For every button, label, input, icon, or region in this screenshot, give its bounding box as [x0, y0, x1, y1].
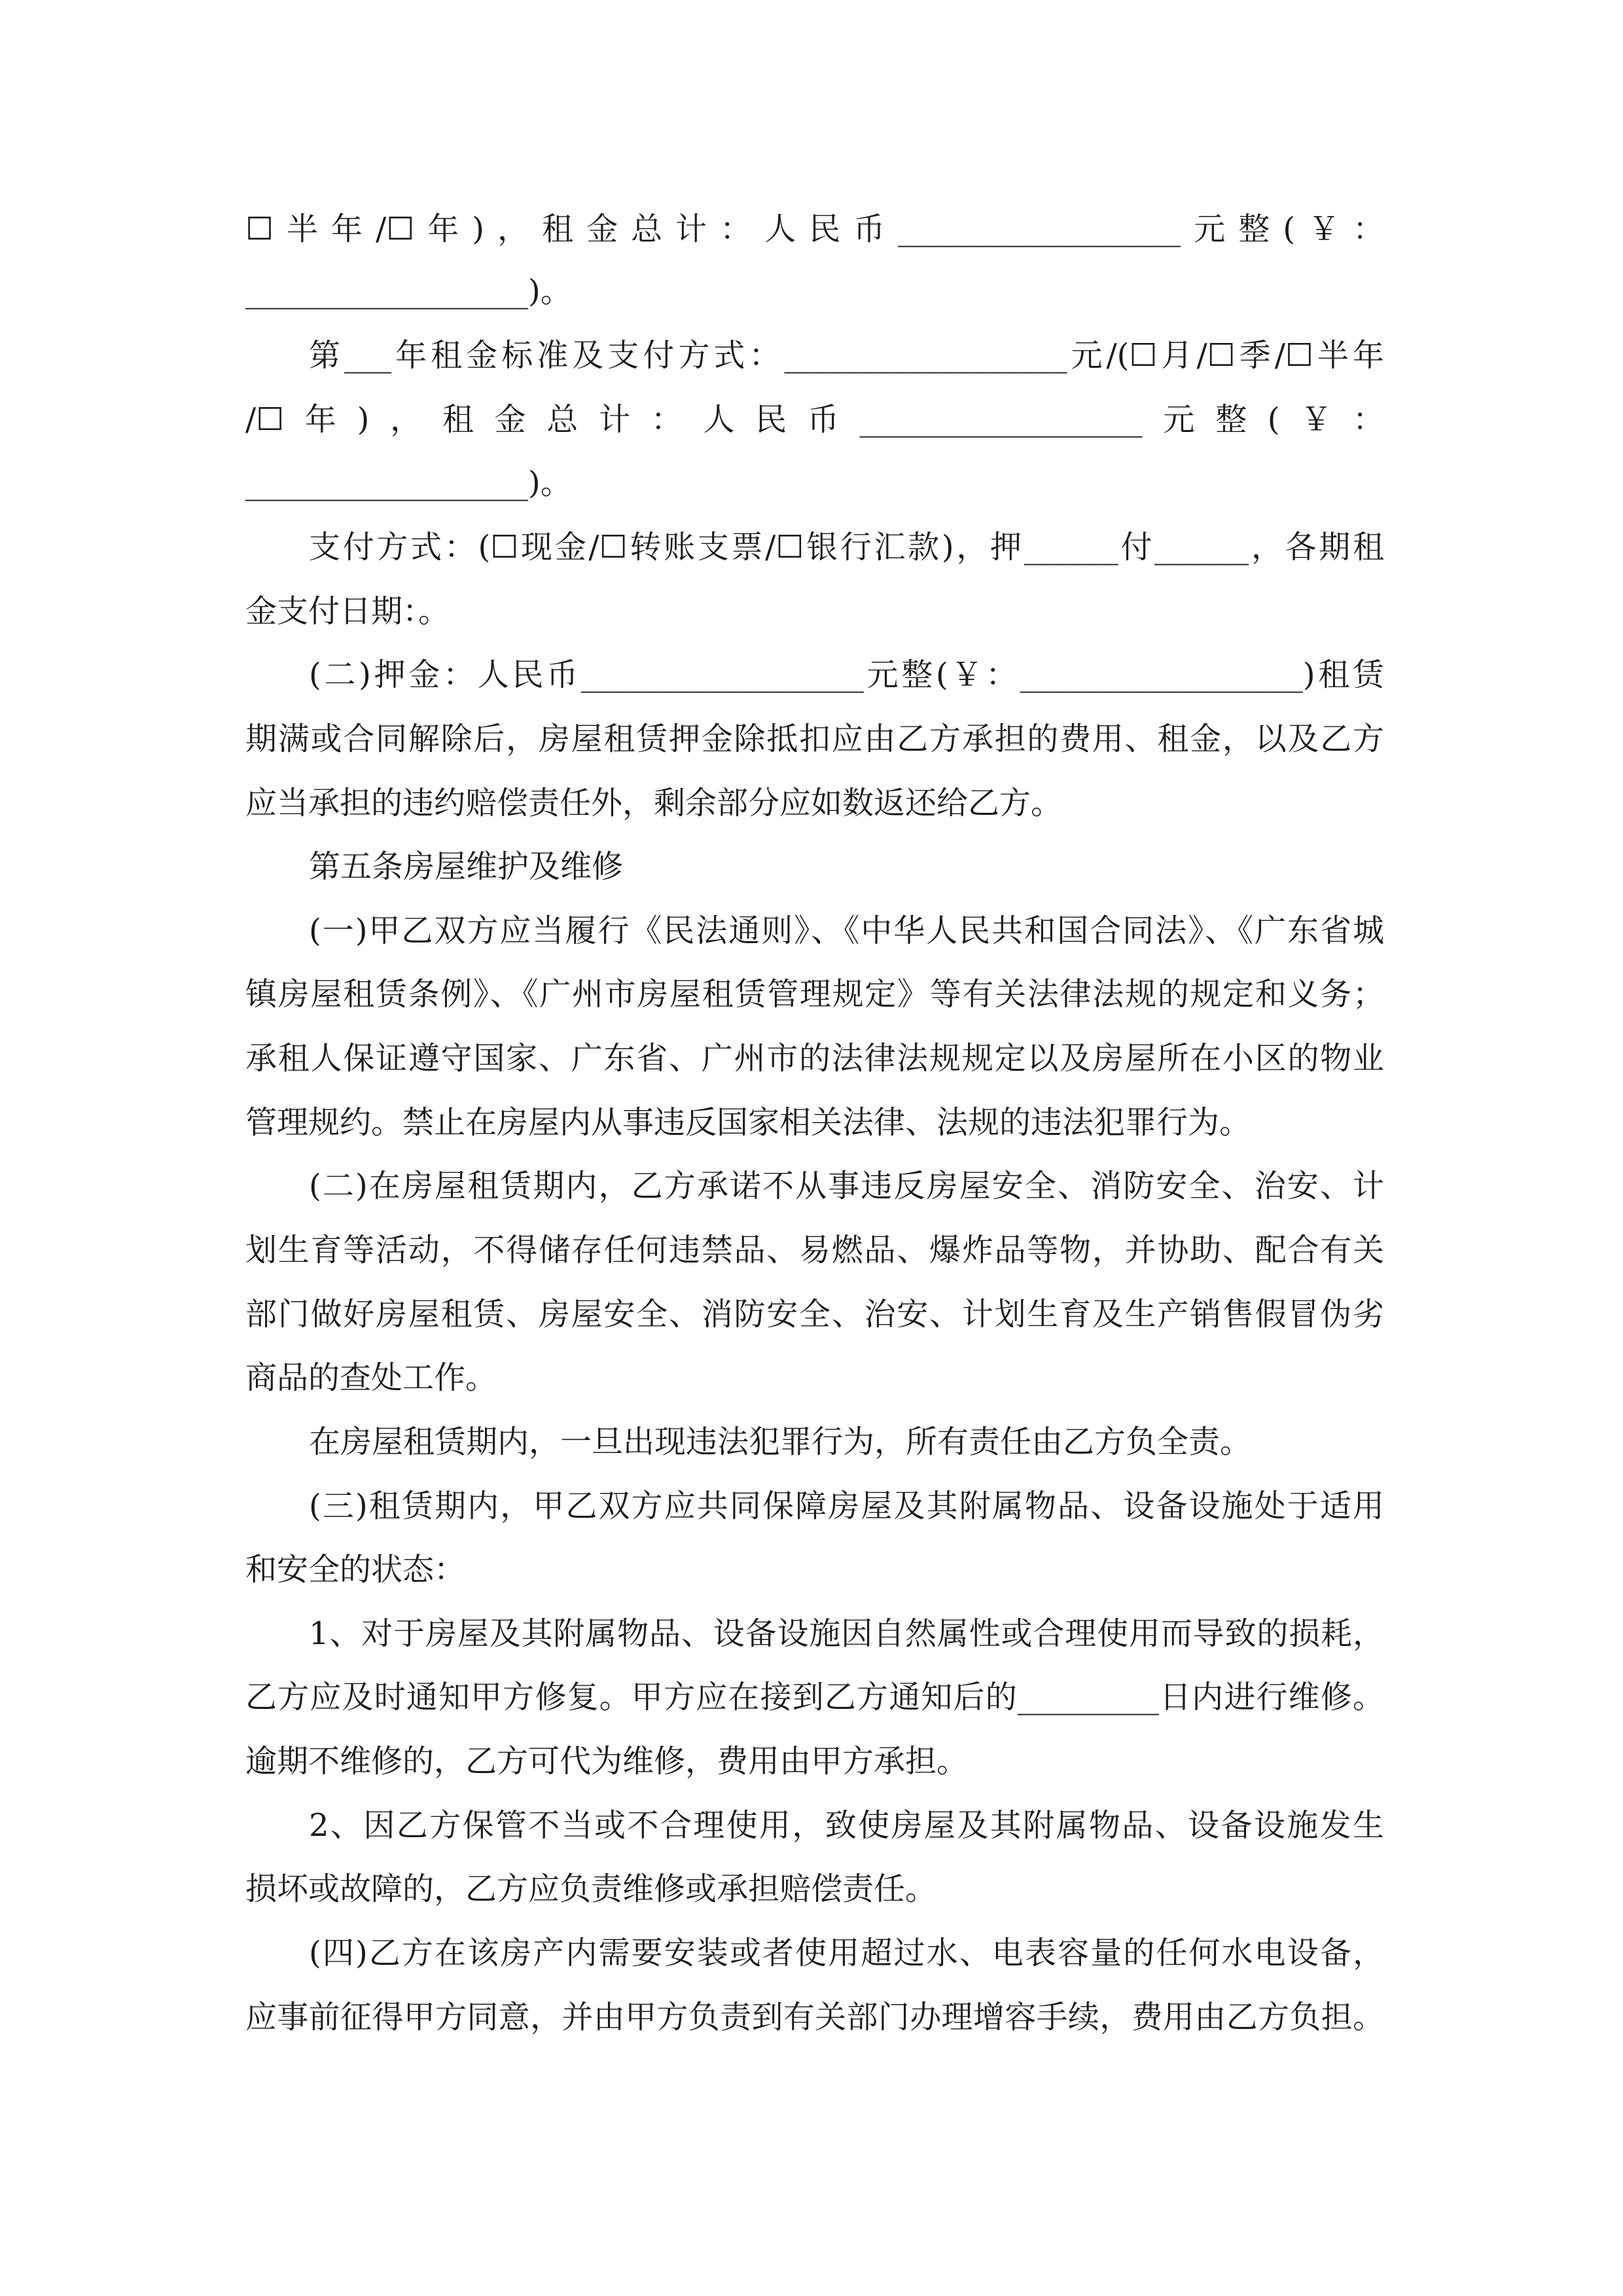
text-line: 第___年租金标准及支付方式：__________________元/(☐月/☐季/☐半年 — [309, 337, 1384, 374]
text-line: 在房屋租赁期内，一旦出现违法犯罪行为，所有责任由乙方负全责。 — [309, 1424, 1252, 1460]
text-line: 部门做好房屋租赁、房屋安全、消防安全、治安、计划生育及生产销售假冒伪劣 — [245, 1296, 1384, 1333]
text-line: 应当承担的违约赔偿责任外，剩余部分应如数返还给乙方。 — [245, 785, 1063, 821]
text-line: 金支付日期：。 — [245, 593, 450, 630]
text-line: __________________)。 — [245, 273, 572, 310]
text-line: 逾期不维修的，乙方可代为维修，费用由甲方承担。 — [245, 1743, 969, 1780]
text-line: 商品的查处工作。 — [245, 1359, 497, 1396]
text-line: ☐半年/☐年)，租金总计：人民币__________________元整(￥： — [245, 211, 1384, 247]
text-line: 1、对于房屋及其附属物品、设备设施因自然属性或合理使用而导致的损耗， — [309, 1615, 1384, 1652]
text-line: /☐年)，租金总计：人民币__________________元整(￥： — [245, 401, 1384, 438]
text-line: __________________)。 — [245, 465, 572, 501]
text-line: 期满或合同解除后，房屋租赁押金除抵扣应由乙方承担的费用、租金，以及乙方 — [245, 721, 1384, 757]
text-line: 和安全的状态： — [245, 1551, 466, 1588]
text-line: 2、因乙方保管不当或不合理使用，致使房屋及其附属物品、设备设施发生 — [309, 1807, 1384, 1844]
text-line: 划生育等活动，不得储存任何违禁品、易燃品、爆炸品等物，并协助、配合有关 — [245, 1232, 1384, 1268]
text-line: (四)乙方在该房产内需要安装或者使用超过水、电表容量的任何水电设备， — [309, 1935, 1384, 1971]
text-line: (一)甲乙双方应当履行《民法通则》、《中华人民共和国合同法》、《广东省城 — [309, 912, 1384, 949]
section-heading: 第五条房屋维护及维修 — [309, 848, 624, 885]
text-line: 乙方应及时通知甲方修复。甲方应在接到乙方通知后的_________日内进行维修。 — [245, 1679, 1384, 1715]
text-line: 镇房屋租赁条例》、《广州市房屋租赁管理规定》等有关法律法规的规定和义务； — [245, 976, 1384, 1013]
text-line: (二)押金：人民币__________________元整(￥：__________________)租赁 — [309, 656, 1384, 693]
text-line: 承租人保证遵守国家、广东省、广州市的法律法规规定以及房屋所在小区的物业 — [245, 1040, 1384, 1077]
text-line: 应事前征得甲方同意，并由甲方负责到有关部门办理增容手续，费用由乙方负担。 — [245, 1999, 1384, 2036]
text-line: (二)在房屋租赁期内，乙方承诺不从事违反房屋安全、消防安全、治安、计 — [309, 1168, 1384, 1204]
text-line: 支付方式：(☐现金/☐转账支票/☐银行汇款)，押______付______，各期租 — [309, 529, 1384, 565]
text-line: 管理规约。禁止在房屋内从事违反国家相关法律、法规的违法犯罪行为。 — [245, 1104, 1251, 1141]
text-line: 损坏或故障的，乙方应负责维修或承担赔偿责任。 — [245, 1871, 937, 1907]
text-line: (三)租赁期内，甲乙双方应共同保障房屋及其附属物品、设备设施处于适用 — [309, 1488, 1384, 1524]
